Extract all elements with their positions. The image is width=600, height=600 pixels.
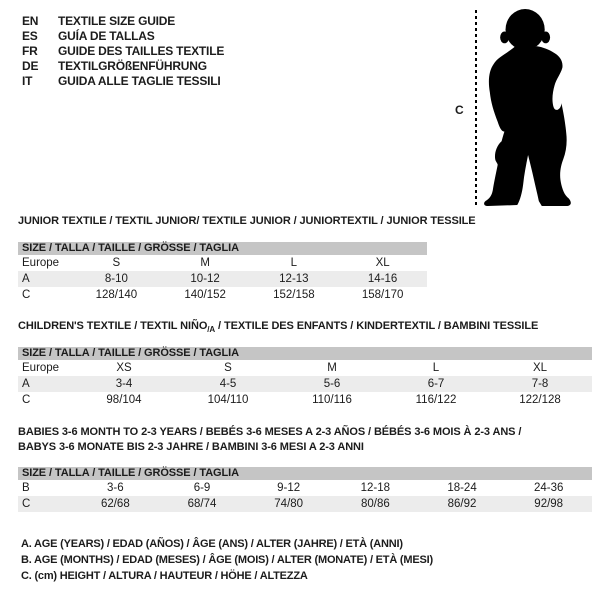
row-label: C <box>22 498 31 510</box>
size-table-cell: XL <box>375 257 390 269</box>
childrens-textile-table <box>18 347 592 408</box>
size-header-band: SIZE / TALLA / TAILLE / GRÖSSE / TAGLIA <box>18 242 427 255</box>
table-title-line <box>18 425 521 440</box>
babies-textile-title <box>18 425 521 455</box>
size-table-cell: 80/86 <box>360 498 390 510</box>
size-table-cell: 3-4 <box>115 378 133 390</box>
language-title: GUIDA ALLE TAGLIE TESSILI <box>58 74 221 88</box>
language-code: ES <box>22 29 38 43</box>
row-label: Europe <box>22 257 60 269</box>
size-table-cell: 12-13 <box>279 273 309 285</box>
language-title: TEXTILE SIZE GUIDE <box>58 14 176 28</box>
size-table-cell: 6-9 <box>193 482 211 494</box>
size-table-cell: 158/170 <box>361 289 404 301</box>
size-table-cell: 6-7 <box>427 378 445 390</box>
table-title-segment: /A <box>207 325 216 335</box>
size-table-cell: 68/74 <box>187 498 217 510</box>
table-title-line <box>18 214 476 229</box>
size-table-cell: M <box>200 257 210 269</box>
size-table-cell: S <box>112 257 121 269</box>
language-code: DE <box>22 59 39 73</box>
row-label: B <box>22 482 30 494</box>
size-table-cell: 9-12 <box>277 482 301 494</box>
size-table-row <box>18 360 592 376</box>
table-title-line <box>18 440 521 455</box>
size-table-cell: 24-36 <box>533 482 564 494</box>
measurement-note-line: C. (cm) HEIGHT / ALTURA / HAUTEUR / HÖHE / ALTEZZA <box>21 570 308 582</box>
language-row <box>22 74 224 89</box>
language-code: FR <box>22 44 38 58</box>
size-table-cell: XL <box>532 362 548 374</box>
size-table-row <box>18 287 427 303</box>
language-row <box>22 29 224 44</box>
height-measure-dashed-line <box>475 10 477 208</box>
size-table-cell: 152/158 <box>273 289 315 301</box>
height-measure-label: C <box>455 103 464 117</box>
size-table-cell: 86/92 <box>447 498 477 510</box>
row-label: A <box>22 378 30 390</box>
size-table-cell: 128/140 <box>95 289 138 301</box>
size-table-cell: 110/116 <box>312 394 352 406</box>
size-table-row <box>18 480 592 496</box>
table-title-segment: BABYS 3-6 MONATE BIS 2-3 JAHRE / BAMBINI 3-6 MESI A 2-3 ANNI <box>18 441 364 453</box>
size-table-cell: 8-10 <box>104 273 128 285</box>
size-table-row <box>18 376 592 392</box>
language-title-list <box>22 14 224 89</box>
size-table-cell: 12-18 <box>360 482 391 494</box>
size-header-band: SIZE / TALLA / TAILLE / GRÖSSE / TAGLIA <box>18 467 592 480</box>
size-table-cell: 98/104 <box>106 394 142 406</box>
size-table-cell: 140/152 <box>184 289 226 301</box>
size-table-cell: 10-12 <box>190 273 220 285</box>
table-title-segment: JUNIOR TEXTILE / TEXTIL JUNIOR/ TEXTILE JUNIOR / JUNIORTEXTIL / JUNIOR TESSILE <box>18 215 476 227</box>
row-label: C <box>22 394 31 406</box>
size-table-cell: 14-16 <box>367 273 398 285</box>
size-table-cell: 5-6 <box>323 378 341 390</box>
language-title: TEXTILGRÖßENFÜHRUNG <box>58 59 207 73</box>
size-table-cell: 104/110 <box>207 394 249 406</box>
table-title-segment: BABIES 3-6 MONTH TO 2-3 YEARS / BEBÉS 3-6 MESES A 2-3 AÑOS / BÉBÉS 3-6 MOIS À 2-3 ANS / <box>18 426 522 438</box>
measurement-notes <box>21 536 433 584</box>
language-title: GUIDE DES TAILLES TEXTILE <box>58 44 225 58</box>
childrens-textile-title <box>18 319 538 337</box>
size-table-cell: M <box>327 362 337 374</box>
size-table-cell: 3-6 <box>107 482 124 494</box>
baby-silhouette-icon <box>482 5 580 210</box>
size-table-cell: L <box>290 257 298 269</box>
size-table-cell: 122/128 <box>519 394 561 406</box>
table-title-line <box>18 319 538 337</box>
size-table-cell: 4-5 <box>219 378 237 390</box>
row-label: C <box>22 289 31 301</box>
language-row <box>22 59 224 74</box>
size-table-cell: 116/122 <box>415 394 457 406</box>
size-table-cell: 74/80 <box>274 498 304 510</box>
size-header-band: SIZE / TALLA / TAILLE / GRÖSSE / TAGLIA <box>18 347 592 360</box>
table-title-segment: / TEXTILE DES ENFANTS / KINDERTEXTIL / BAMBINI TESSILE <box>215 320 539 332</box>
size-table-row <box>18 392 592 408</box>
language-row <box>22 44 224 59</box>
junior-textile-title <box>18 214 476 229</box>
measurement-note-line: B. AGE (MONTHS) / EDAD (MESES) / ÂGE (MOIS) / ALTER (MONATE) / ETÀ (MESI) <box>21 554 433 566</box>
size-table-row <box>18 496 592 512</box>
measurement-note-line: A. AGE (YEARS) / EDAD (AÑOS) / ÂGE (ANS) / ALTER (JAHRE) / ETÀ (ANNI) <box>21 538 403 550</box>
language-title: GUÍA DE TALLAS <box>58 29 155 43</box>
size-table-cell: S <box>224 362 232 374</box>
language-row <box>22 14 224 29</box>
language-code: EN <box>22 14 39 28</box>
size-table-cell: XS <box>116 362 132 374</box>
size-table-cell: 92/98 <box>534 498 564 510</box>
language-code: IT <box>22 74 33 88</box>
size-table-row <box>18 271 427 287</box>
junior-textile-table <box>18 242 427 303</box>
size-table-cell: 62/68 <box>100 498 130 510</box>
size-table-row <box>18 255 427 271</box>
row-label: Europe <box>22 362 60 374</box>
size-table-cell: 18-24 <box>447 482 477 494</box>
size-table-cell: L <box>432 362 440 374</box>
table-title-segment: CHILDREN'S TEXTILE / TEXTIL NIÑO <box>18 320 208 332</box>
size-table-cell: 7-8 <box>531 378 549 390</box>
babies-textile-table <box>18 467 592 512</box>
row-label: A <box>22 273 30 285</box>
